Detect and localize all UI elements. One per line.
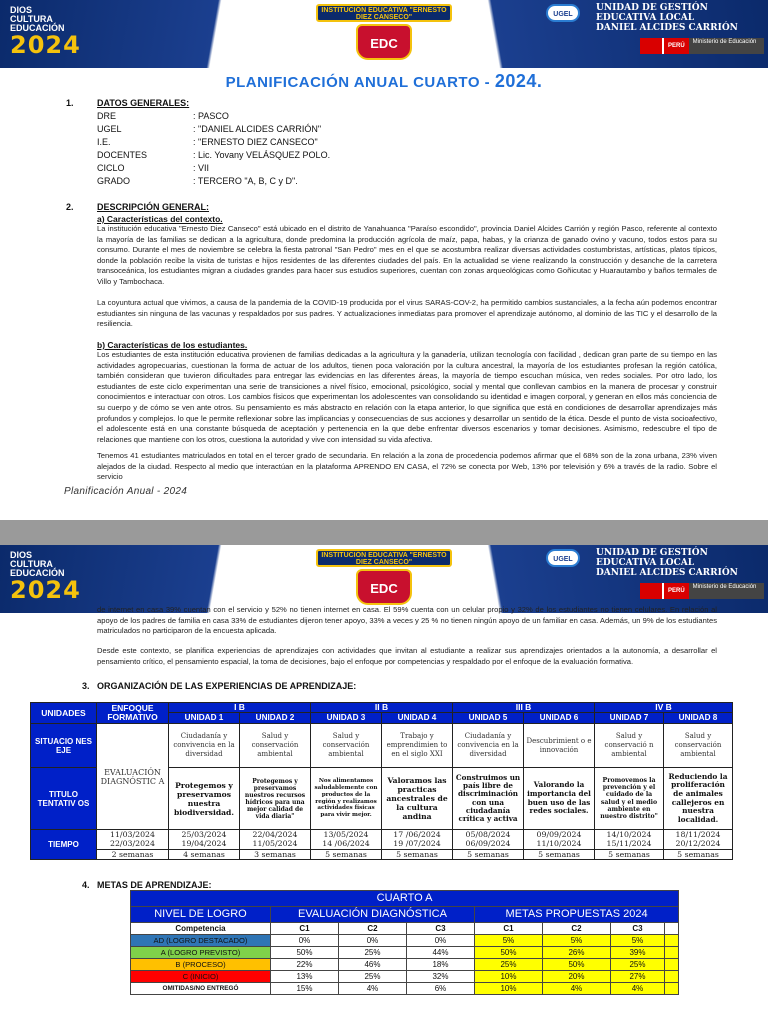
- competency-label: C1: [475, 923, 543, 935]
- value-cell: 22%: [271, 959, 339, 971]
- date-range-cell: [311, 830, 382, 850]
- value-cell: 44%: [407, 947, 475, 959]
- end-date: 19/04/2024: [181, 838, 227, 848]
- general-data-value: : "DANIEL ALCIDES CARRIÓN": [193, 124, 322, 134]
- goal-cell: 25%: [611, 959, 665, 971]
- general-data-value: : PASCO: [193, 111, 229, 121]
- header-unidades: UNIDADES: [31, 703, 97, 724]
- unit-name: UNIDAD 3: [311, 713, 382, 724]
- date-range-cell: [524, 830, 595, 850]
- experiences-table: [30, 702, 733, 860]
- header-goals: METAS PROPUESTAS 2024: [475, 907, 679, 923]
- value-cell: 4%: [339, 983, 407, 995]
- title-cell: Protegemos y preservamos nuestros recursos hídricos para una mejor calidad de vida diaria": [240, 768, 311, 830]
- header-bimestre: IV B: [595, 703, 733, 713]
- goal-cell: 4%: [543, 983, 611, 995]
- unit-name: UNIDAD 8: [664, 713, 733, 724]
- school-name-badge: INSTITUCIÓN EDUCATIVA "ERNESTO DIEZ CANSECO": [316, 549, 452, 567]
- ugel-line: EDUCATIVA LOCAL: [596, 13, 695, 23]
- ugel-line: DANIEL ALCIDES CARRIÓN: [596, 568, 738, 578]
- ministry-label: Ministerio de Educación: [689, 583, 764, 599]
- school-crest-logo: EDC: [356, 569, 412, 605]
- date-range-cell: [664, 830, 733, 850]
- weeks-cell: 2 semanas: [97, 850, 169, 860]
- competency-label: C1: [271, 923, 339, 935]
- peru-shield-icon: [640, 38, 662, 54]
- ugel-line: EDUCATIVA LOCAL: [596, 558, 695, 568]
- title-cell: Construimos un país libre de discriminación con una ciudadanía crítica y activa: [453, 768, 524, 830]
- weeks-cell: 5 semanas: [524, 850, 595, 860]
- goal-cell: 50%: [475, 947, 543, 959]
- general-data-value: : VII: [193, 163, 210, 173]
- date-range-cell: [595, 830, 664, 850]
- goal-cell: 39%: [611, 947, 665, 959]
- row-header-situacion: SITUACIO NES EJE: [31, 724, 97, 768]
- row-header-titulo: TITULO TENTATIV OS: [31, 768, 97, 830]
- general-data-value: : TERCERO "A, B, C y D".: [193, 176, 298, 186]
- context-paragraph: La institución educativa "Ernesto Diez Canseco" está ubicado en el distrito de Yanahuanca "Paraíso escondido", provincia Daniel Alcides Carrión y región Pasco, referente al contexto la mayoría de las familias se dedican a la agricultura, donde predomina la producción agrícola de maíz, papa, habas, y la crianza de ganado ovino y vacuno, todos estos para su consumo. Durante el mes de noviembre se celebra la fiesta patronal "San Pedro" mes en el que se acostumbra realizar diversas actividades costumbristas, artísticas, platos típicos, donde la población recibe la visita de turistas e hijos residentes de las diferentes ciudades del país. En la actualidad se viene realizando la construcción y desanche de la carretera transoceánica, los estudiantes migran a ciudades grandes para hacer sus estudios superiores, cuentan con zonas arqueológicas como Goñicutac y Huarautambo y baños termales de Villo y Tambochaca.: [97, 224, 717, 286]
- end-date: 19 /07/2024: [393, 838, 441, 848]
- value-cell: 15%: [271, 983, 339, 995]
- empty-cell: [665, 971, 679, 983]
- situation-cell: Salud y conservació n ambiental: [595, 724, 664, 768]
- value-cell: 0%: [271, 935, 339, 947]
- competency-label: C3: [611, 923, 665, 935]
- value-cell: 18%: [407, 959, 475, 971]
- peru-label: PERÚ: [664, 583, 689, 599]
- goal-cell: 50%: [543, 959, 611, 971]
- end-date: 14 /06/2024: [322, 838, 370, 848]
- ugel-line: UNIDAD DE GESTIÓN: [596, 3, 708, 13]
- general-data-value: : Lic. Yovany VELÁSQUEZ POLO.: [193, 150, 331, 160]
- weeks-cell: 3 semanas: [240, 850, 311, 860]
- ugel-logo: UGEL: [546, 4, 580, 22]
- header-bimestre: II B: [311, 703, 453, 713]
- goal-cell: 27%: [611, 971, 665, 983]
- motto-line: CULTURA: [10, 559, 53, 569]
- value-cell: 6%: [407, 983, 475, 995]
- title-year: 2024.: [494, 71, 543, 91]
- peru-label: PERÚ: [664, 38, 689, 54]
- title-cell: Promovemos la prevención y el cuidado de la salud y el medio ambiente en nuestro distrito": [595, 768, 664, 830]
- banner-year: 2024: [10, 31, 81, 59]
- title-cell: Protegemos y preservamos nuestra biodiversidad.: [169, 768, 240, 830]
- school-crest-logo: EDC: [356, 24, 412, 60]
- general-data-label: UGEL: [97, 124, 122, 134]
- header-competencia: Competencia: [131, 923, 271, 935]
- weeks-cell: 5 semanas: [382, 850, 453, 860]
- goal-cell: 26%: [543, 947, 611, 959]
- header-bimestre: III B: [453, 703, 595, 713]
- unit-name: UNIDAD 1: [169, 713, 240, 724]
- general-data-label: DOCENTES: [97, 150, 148, 160]
- ministry-strip: [640, 583, 764, 599]
- motto-line: DIOS: [10, 550, 33, 560]
- section-heading: DATOS GENERALES:: [97, 98, 190, 108]
- page-footer: Planificación Anual - 2024: [64, 486, 188, 497]
- goal-cell: 25%: [475, 959, 543, 971]
- value-cell: 32%: [407, 971, 475, 983]
- value-cell: 13%: [271, 971, 339, 983]
- section-number: 3.: [82, 681, 90, 691]
- section-heading: ORGANIZACIÓN DE LAS EXPERIENCIAS DE APRENDIZAJE:: [97, 681, 357, 691]
- level-label: B (PROCESO): [131, 959, 271, 971]
- section-heading: DESCRIPCIÓN GENERAL:: [97, 202, 210, 212]
- general-data-label: I.E.: [97, 137, 111, 147]
- general-data-value: : "ERNESTO DIEZ CANSECO": [193, 137, 318, 147]
- general-data-label: GRADO: [97, 176, 131, 186]
- weeks-cell: 4 semanas: [169, 850, 240, 860]
- situation-cell: Salud y conservación ambiental: [664, 724, 733, 768]
- competency-label: C2: [543, 923, 611, 935]
- header-enfoque: ENFOQUE FORMATIVO: [97, 703, 169, 724]
- motto-line: CULTURA: [10, 14, 53, 24]
- date-range-cell: [453, 830, 524, 850]
- context-paragraph: La coyuntura actual que vivimos, a causa de la pandemia de la COVID-19 producida por el virus SARAS-COV-2, ha permitido cambios sustanciales, a la fecha aún podemos encontrar estudiantes sin ninguna de las vacunas y respaldados por sus padres. Y actualizaciones inmediatas para promover el aprendizaje autónomo, al dominio de las TIC y el desarrollo de la resiliencia.: [97, 298, 717, 329]
- start-date: 09/09/2024: [536, 829, 582, 839]
- value-cell: 0%: [407, 935, 475, 947]
- general-data-label: CICLO: [97, 163, 125, 173]
- ministry-strip: [640, 38, 764, 54]
- goal-cell: 20%: [543, 971, 611, 983]
- unit-name: UNIDAD 6: [524, 713, 595, 724]
- unit-name: UNIDAD 2: [240, 713, 311, 724]
- subsection-heading: a) Características del contexto.: [97, 214, 223, 224]
- empty-cell: [665, 935, 679, 947]
- ugel-line: DANIEL ALCIDES CARRIÓN: [596, 23, 738, 33]
- date-range-cell: [169, 830, 240, 850]
- peru-shield-icon: [640, 583, 662, 599]
- students-paragraph: Tenemos 41 estudiantes matriculados en total en el tercer grado de secundaria. En relación a la zona de procedencia podemos afirmar que el 68% son de la zona urbana, 23% viven alejados de la ciudad. Respecto al medio que interactúan en la plataforma APRENDO EN CASA, el 72% se conecta por Web, 13% por televisión y 6% a través de la radio. Sobre el servicio: [97, 451, 717, 482]
- weeks-cell: 5 semanas: [664, 850, 733, 860]
- title-cell: Valoramos las practicas ancestrales de la cultura andina: [382, 768, 453, 830]
- situation-cell: Ciudadanía y convivencia en la diversidad: [453, 724, 524, 768]
- document-title: [0, 70, 768, 92]
- situation-cell: Salud y conservación ambiental: [311, 724, 382, 768]
- competency-label: C3: [407, 923, 475, 935]
- diagnostic-evaluation-cell: EVALUACIÓN DIAGNÓSTIC A: [97, 724, 169, 830]
- general-data-label: DRE: [97, 111, 117, 121]
- situation-cell: Descubrimient o e innovación: [524, 724, 595, 768]
- ugel-name: [596, 3, 738, 33]
- header-bimestre: I B: [169, 703, 311, 713]
- ministry-label: Ministerio de Educación: [689, 38, 764, 54]
- document-page-2: [0, 545, 768, 1024]
- school-name-badge: INSTITUCIÓN EDUCATIVA "ERNESTO DIEZ CANSECO": [316, 4, 452, 22]
- banner-year: 2024: [10, 576, 81, 604]
- motto-line: EDUCACIÓN: [10, 568, 65, 578]
- banner-motto: [10, 6, 65, 33]
- goal-cell: 4%: [611, 983, 665, 995]
- empty-cell: [665, 947, 679, 959]
- unit-name: UNIDAD 5: [453, 713, 524, 724]
- situation-cell: Salud y conservación ambiental: [240, 724, 311, 768]
- level-label: AD (LOGRO DESTACADO): [131, 935, 271, 947]
- value-cell: 25%: [339, 971, 407, 983]
- end-date: 20/12/2024: [675, 838, 721, 848]
- header-nivel: NIVEL DE LOGRO: [131, 907, 271, 923]
- motto-line: DIOS: [10, 5, 33, 15]
- section-number: 1.: [66, 98, 74, 108]
- start-date: 05/08/2024: [465, 829, 511, 839]
- date-range-cell: [97, 830, 169, 850]
- situation-cell: Ciudadanía y convivencia en la diversidad: [169, 724, 240, 768]
- empty-cell: [665, 959, 679, 971]
- end-date: 22/03/2024: [110, 838, 155, 848]
- competency-label: C2: [339, 923, 407, 935]
- unit-name: UNIDAD 7: [595, 713, 664, 724]
- date-range-cell: [382, 830, 453, 850]
- header-banner: [0, 0, 768, 68]
- students-paragraph: Los estudiantes de esta institución educativa provienen de familias dedicadas a la agricultura y la ganadería, utilizan tecnología con facilidad , dedican gran parte de su tiempo en las actividades agropecuarias, cuestionan la forma de actuar de los adultos, tienen poca valoración por la cultura ancestral, la mayoría de los estudiantes profesan la región católica, también consideran que tuvieron dificultades para entregar las evidencias en las diferentes áreas, la mayoría de tiempo escuchan música, ven redes sociales. Por otro lado, los estudiantes de este ciclo experimentan una serie de transiciones a nivel físico, emocional, psicológico, social y mental que conllevan cambios en la manera de procesar y construir conocimientos e interactuar con otros. Los cambios físicos que experimentan los adolescentes van consolidando su identidad e imagen corporal, y generan en ellos más conciencia de su cuerpo y de cómo se ven ante otros. Su pensamiento es más abstracto en relación con la etapa anterior, lo que significa que está en condiciones de desarrollar aprendizajes más profundos y complejos. lo que le permite reflexionar sobre las implicancias y consecuencias de sus acciones y desarrollar un sentido de la ética. Desde el punto de vista socioafectivo, el adolescente está en una constante búsqueda de aceptación y pertenencia en la que debe enfrentar diversos escenarios y tomar decisiones. Asimismo, redescubre el tipo de relaciones que mantiene con los otros, cuestiona la autoridad y vive con intensidad su vida afectiva.: [97, 350, 717, 444]
- value-cell: 25%: [339, 947, 407, 959]
- title-cell: Nos alimentamos saludablemente con productos de la región y realizamos actividades físicas para vivir mejor.: [311, 768, 382, 830]
- students-paragraph: de internet en casa 39% cuentan con el servicio y 52% no tienen internet en casa. El 59% cuenta con un celular propio y 32% de los estudiantes no tienen celulares. En relación al apoyo de los padres de familia en casa 33% de estudiantes dijeron tener apoyo, 33% a veces y 25 % no tienen ningún apoyo de un familiar en casa. Además, un 9% de los estudiantes matriculados no participaron de la encuesta aplicada.: [97, 605, 717, 636]
- weeks-cell: 5 semanas: [311, 850, 382, 860]
- goal-cell: 5%: [475, 935, 543, 947]
- subsection-heading: b) Características de los estudiantes.: [97, 340, 248, 350]
- value-cell: 50%: [271, 947, 339, 959]
- start-date: 18/11/2024: [675, 829, 721, 839]
- weeks-cell: 5 semanas: [595, 850, 664, 860]
- ugel-name: [596, 548, 738, 578]
- section-heading: METAS DE APRENDIZAJE:: [97, 880, 212, 890]
- ugel-line: UNIDAD DE GESTIÓN: [596, 548, 708, 558]
- end-date: 06/09/2024: [465, 838, 511, 848]
- end-date: 11/10/2024: [536, 838, 582, 848]
- class-title: CUARTO A: [131, 891, 679, 907]
- banner-motto: [10, 551, 65, 578]
- motto-line: EDUCACIÓN: [10, 23, 65, 33]
- situation-cell: Trabajo y emprendimien to en el siglo XXI: [382, 724, 453, 768]
- goal-cell: 10%: [475, 971, 543, 983]
- value-cell: 46%: [339, 959, 407, 971]
- header-banner: [0, 545, 768, 613]
- goal-cell: 10%: [475, 983, 543, 995]
- goal-cell: 5%: [543, 935, 611, 947]
- start-date: 14/10/2024: [606, 829, 652, 839]
- goal-cell: 5%: [611, 935, 665, 947]
- level-label: OMITIDAS/NO ENTREGÓ: [131, 983, 271, 995]
- empty-cell: [665, 923, 679, 935]
- start-date: 22/04/2024: [252, 829, 298, 839]
- start-date: 17 /06/2024: [393, 829, 441, 839]
- start-date: 11/03/2024: [110, 829, 155, 839]
- ugel-logo: UGEL: [546, 549, 580, 567]
- end-date: 11/05/2024: [252, 838, 298, 848]
- title-text: PLANIFICACIÓN ANUAL CUARTO -: [225, 74, 495, 91]
- start-date: 25/03/2024: [181, 829, 227, 839]
- learning-goals-table: [130, 890, 679, 995]
- end-date: 15/11/2024: [606, 838, 652, 848]
- unit-name: UNIDAD 4: [382, 713, 453, 724]
- row-header-tiempo: TIEMPO: [31, 830, 97, 860]
- header-diagnostic: EVALUACIÓN DIAGNÓSTICA: [271, 907, 475, 923]
- level-label: A (LOGRO PREVISTO): [131, 947, 271, 959]
- weeks-cell: 5 semanas: [453, 850, 524, 860]
- empty-cell: [665, 983, 679, 995]
- value-cell: 0%: [339, 935, 407, 947]
- date-range-cell: [240, 830, 311, 850]
- section-number: 4.: [82, 880, 90, 890]
- title-cell: Reduciendo la proliferación de animales callejeros en nuestra localidad.: [664, 768, 733, 830]
- planning-paragraph: Desde este contexto, se planifica experiencias de aprendizajes con actividades que invitan al estudiante a realizar sus aprendizajes orientados a la autonomía, a desarrollar el pensamiento crítico, el pensamiento espacial, la toma de decisiones, bajo el enfoque por competencias y respaldado por el enfoque de la evaluación formativa.: [97, 646, 717, 666]
- start-date: 13/05/2024: [323, 829, 369, 839]
- level-label: C (INICIO): [131, 971, 271, 983]
- title-cell: Valorando la importancia del buen uso de las redes sociales.: [524, 768, 595, 830]
- section-number: 2.: [66, 202, 74, 212]
